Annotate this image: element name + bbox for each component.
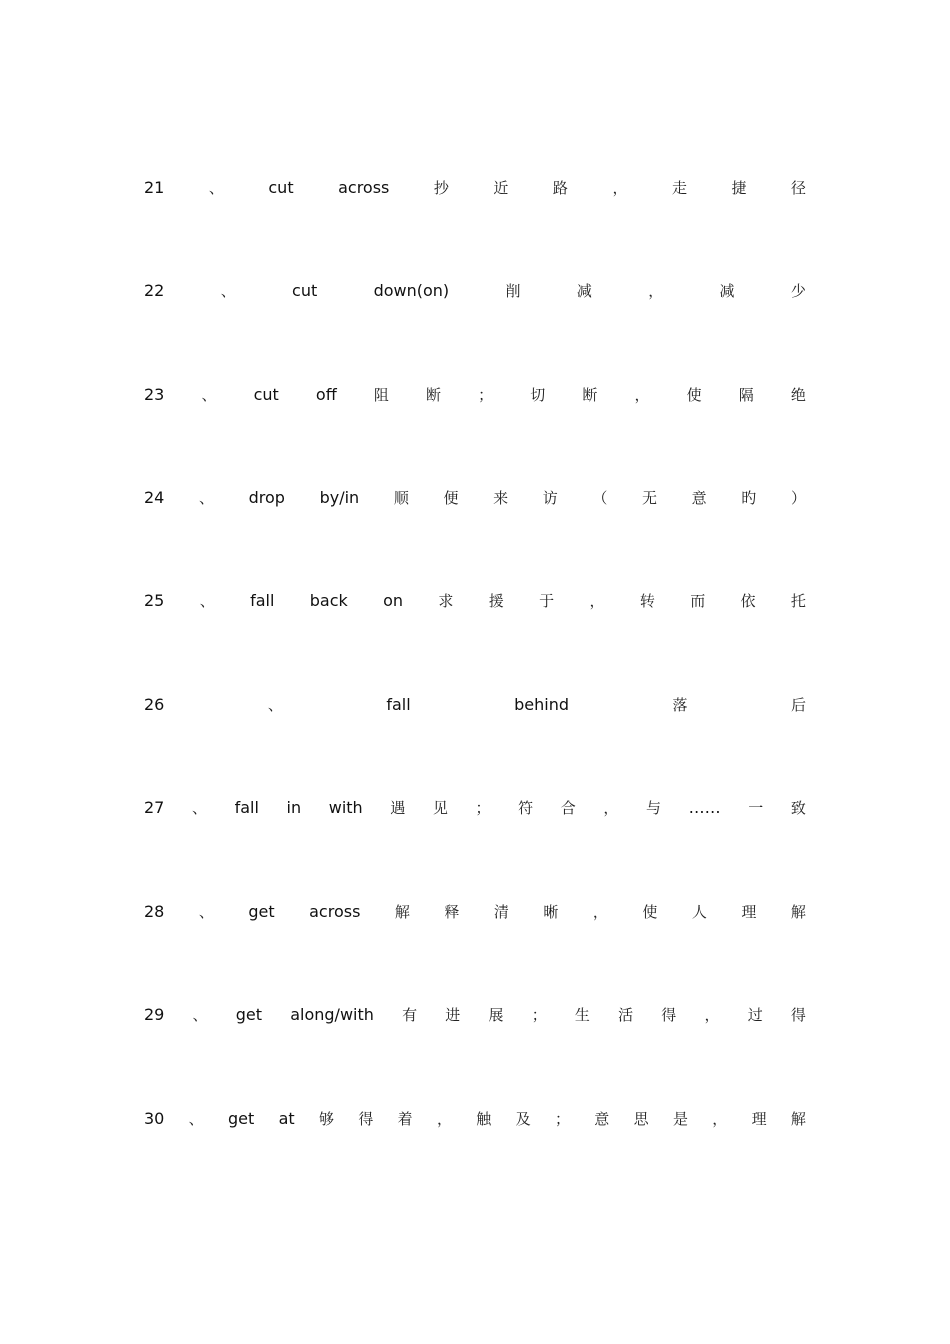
entry-number: 21 [144,178,165,197]
meaning-char: 使 [642,903,658,921]
meaning-char: 转 [639,592,655,610]
meaning-char: 径 [790,179,806,197]
meaning-char: 抄 [433,179,449,197]
meaning-char: 思 [633,1110,649,1128]
separator: 、 [188,1110,204,1128]
meaning-char: 得 [358,1110,374,1128]
meaning-char: 够 [318,1110,334,1128]
meaning-char: 路 [552,179,568,197]
meaning-char: 无 [642,489,658,507]
meaning-char: 切 [530,386,546,404]
entry-number: 24 [144,488,165,507]
meaning-char: 着 [397,1110,413,1128]
meaning-char: 旳 [741,489,757,507]
phrase-word: fall [234,798,259,817]
ellipsis: …… [688,798,721,817]
phrase-word: behind [514,695,569,714]
phrase-entry-29 [144,1003,806,1027]
phrase-entry-21 [144,176,806,200]
meaning-char: ， [704,1006,720,1024]
meaning-char: 托 [790,592,806,610]
meaning-char: 符 [518,799,534,817]
meaning-char: ， [648,282,664,300]
meaning-char: 进 [445,1006,461,1024]
meaning-char: 使 [686,386,702,404]
meaning-char: 解 [394,903,410,921]
meaning-char: 生 [574,1006,590,1024]
meaning-char: 释 [444,903,460,921]
meaning-char: ， [436,1110,452,1128]
meaning-char: 过 [747,1006,763,1024]
meaning-char: 遇 [390,799,406,817]
phrase-word: get [235,1005,263,1024]
meaning-char: 展 [488,1006,504,1024]
separator: 、 [267,696,283,714]
phrase-word: drop [248,488,285,507]
phrase-word: get [228,1109,255,1128]
entry-number: 29 [144,1005,165,1024]
meaning-char: 顺 [393,489,409,507]
meaning-char: 落 [672,696,688,714]
meaning-char: 而 [690,592,706,610]
meaning-char: 援 [488,592,504,610]
meaning-char: 一 [748,799,764,817]
entry-number: 28 [144,902,165,921]
meaning-char: 活 [618,1006,634,1024]
meaning-char: ； [531,1006,547,1024]
separator: 、 [220,282,236,300]
phrase-entry-25 [144,589,806,613]
meaning-char: ， [603,799,619,817]
entry-number: 30 [144,1109,165,1128]
phrase-word: cut [292,281,318,300]
meaning-char: ， [612,179,628,197]
meaning-char: ； [475,799,491,817]
separator: 、 [201,386,217,404]
meaning-char: ） [790,489,806,507]
meaning-char: 有 [402,1006,418,1024]
phrase-word: back [309,591,348,610]
meaning-char: 与 [646,799,662,817]
phrase-entry-23 [144,383,806,407]
phrase-word: fall [386,695,411,714]
meaning-char: 致 [790,799,806,817]
meaning-char: ， [592,903,608,921]
meaning-char: 理 [751,1110,767,1128]
meaning-char: 得 [790,1006,806,1024]
meaning-char: 意 [691,489,707,507]
separator: 、 [208,179,224,197]
phrase-entry-24 [144,486,806,510]
meaning-char: 求 [438,592,454,610]
meaning-char: （ [592,489,608,507]
phrase-word: at [278,1109,295,1128]
meaning-char: 减 [576,282,592,300]
entry-number: 22 [144,281,165,300]
meaning-char: 依 [740,592,756,610]
meaning-char: 断 [582,386,598,404]
phrase-word: down(on) [373,281,450,300]
meaning-char: 理 [741,903,757,921]
meaning-char: ， [589,592,605,610]
separator: 、 [191,799,207,817]
phrase-entry-22 [144,279,806,303]
separator: 、 [198,903,214,921]
separator: 、 [198,489,214,507]
meaning-char: 意 [594,1110,610,1128]
phrase-entry-30 [144,1107,806,1131]
meaning-char: 来 [493,489,509,507]
meaning-char: 绝 [790,386,806,404]
separator: 、 [199,592,215,610]
meaning-char: 减 [719,282,735,300]
meaning-char: 后 [790,696,806,714]
phrase-word: get [248,902,275,921]
meaning-char: 走 [671,179,687,197]
phrase-word: in [286,798,302,817]
meaning-char: 得 [661,1006,677,1024]
meaning-char: 人 [691,903,707,921]
phrase-entry-28 [144,900,806,924]
meaning-char: ； [554,1110,570,1128]
meaning-char: ， [712,1110,728,1128]
meaning-char: 断 [425,386,441,404]
meaning-char: 隔 [738,386,754,404]
meaning-char: 削 [505,282,521,300]
separator: 、 [192,1006,208,1024]
entry-number: 25 [144,591,165,610]
meaning-char: 访 [542,489,558,507]
phrase-word: by/in [319,488,360,507]
meaning-char: 清 [493,903,509,921]
phrase-word: fall [250,591,275,610]
phrase-word: on [383,591,404,610]
meaning-char: 解 [790,903,806,921]
meaning-char: 少 [790,282,806,300]
entry-number: 26 [144,695,165,714]
phrase-word: off [315,385,337,404]
meaning-char: 阻 [373,386,389,404]
phrase-entry-27 [144,796,806,820]
meaning-char: ， [634,386,650,404]
meaning-char: 触 [476,1110,492,1128]
phrase-word: cut [268,178,294,197]
meaning-char: 晰 [543,903,559,921]
entry-number: 27 [144,798,165,817]
phrase-word: across [309,902,361,921]
meaning-char: 便 [443,489,459,507]
meaning-char: 及 [515,1110,531,1128]
meaning-char: 解 [790,1110,806,1128]
phrase-word: with [328,798,363,817]
phrase-entry-26 [144,693,806,717]
meaning-char: 合 [560,799,576,817]
meaning-char: 是 [672,1110,688,1128]
meaning-char: ； [478,386,494,404]
meaning-char: 见 [432,799,448,817]
phrase-word: across [338,178,390,197]
phrase-word: cut [253,385,279,404]
meaning-char: 于 [539,592,555,610]
meaning-char: 捷 [731,179,747,197]
meaning-char: 近 [493,179,509,197]
phrase-word: along/with [290,1005,374,1024]
entry-number: 23 [144,385,165,404]
